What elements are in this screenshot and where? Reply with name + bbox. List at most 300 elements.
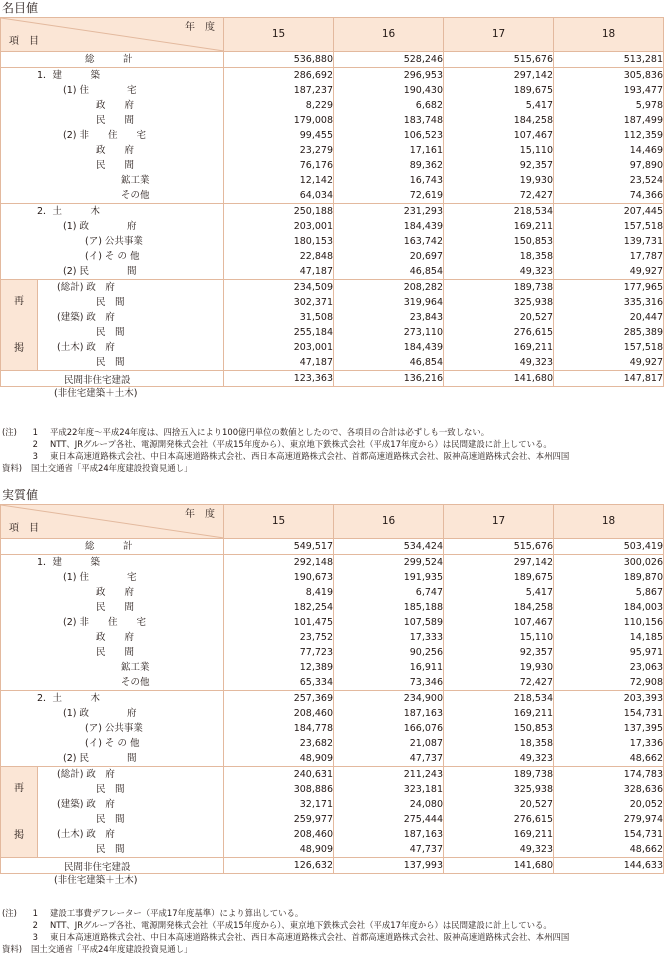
value-cell: 203,001 bbox=[224, 219, 334, 234]
value-cell: 166,076 bbox=[334, 721, 444, 736]
table-row bbox=[1, 264, 664, 280]
table-row bbox=[1, 782, 664, 797]
table-row bbox=[1, 295, 664, 310]
value-cell: 503,419 bbox=[554, 539, 664, 555]
value-cell: 47,737 bbox=[334, 751, 444, 767]
row-label bbox=[38, 280, 224, 296]
value-cell: 20,697 bbox=[334, 249, 444, 264]
source-prefix: 資料) bbox=[2, 944, 23, 954]
table-row bbox=[1, 325, 664, 340]
value-cell: 299,524 bbox=[334, 555, 444, 571]
value-cell: 17,787 bbox=[554, 249, 664, 264]
value-cell: 211,243 bbox=[334, 767, 444, 783]
value-cell: 203,001 bbox=[224, 340, 334, 355]
row-label bbox=[1, 234, 224, 249]
value-cell: 203,393 bbox=[554, 691, 664, 707]
note-number: 2 bbox=[32, 920, 38, 930]
value-cell: 14,469 bbox=[554, 143, 664, 158]
value-cell: 137,395 bbox=[554, 721, 664, 736]
row-label-text: (建築) 政 府 bbox=[57, 799, 115, 810]
row-label-text: 民 間 bbox=[96, 115, 135, 126]
value-cell: 257,369 bbox=[224, 691, 334, 707]
value-cell: 184,778 bbox=[224, 721, 334, 736]
note-line bbox=[2, 931, 664, 943]
value-cell: 18,358 bbox=[444, 736, 554, 751]
value-cell: 189,870 bbox=[554, 570, 664, 585]
row-label bbox=[1, 691, 224, 707]
table-row bbox=[1, 539, 664, 555]
year-header: 16 bbox=[334, 18, 444, 52]
value-cell: 189,738 bbox=[444, 280, 554, 296]
value-cell: 305,836 bbox=[554, 68, 664, 84]
row-label-text: 民 間 bbox=[96, 297, 125, 308]
value-cell: 325,938 bbox=[444, 782, 554, 797]
row-label-text: 民間非住宅建設 bbox=[64, 375, 131, 386]
value-cell: 21,087 bbox=[334, 736, 444, 751]
value-cell: 32,171 bbox=[224, 797, 334, 812]
value-cell: 49,927 bbox=[554, 355, 664, 371]
value-cell: 323,181 bbox=[334, 782, 444, 797]
row-label-text: (1) 政 府 bbox=[63, 708, 137, 719]
value-cell: 17,333 bbox=[334, 630, 444, 645]
value-cell: 187,163 bbox=[334, 706, 444, 721]
value-cell: 515,676 bbox=[444, 539, 554, 555]
value-cell: 273,110 bbox=[334, 325, 444, 340]
note-line bbox=[2, 919, 664, 931]
note-text: 平成22年度～平成24年度は、四捨五入により100億円単位の数値としたので、各項目の合計は必ずしも一致しない。 bbox=[50, 427, 490, 437]
nominal-table bbox=[0, 17, 664, 399]
value-cell: 31,508 bbox=[224, 310, 334, 325]
value-cell: 150,853 bbox=[444, 234, 554, 249]
row-label bbox=[38, 797, 224, 812]
row-label-text-sub: (非住宅建築＋土木) bbox=[54, 875, 138, 886]
value-cell: 193,477 bbox=[554, 83, 664, 98]
value-cell: 137,993 bbox=[334, 858, 444, 874]
row-label-text: (1) 住 宅 bbox=[63, 85, 137, 96]
row-label bbox=[1, 539, 224, 555]
row-label bbox=[1, 52, 224, 68]
row-label-text: (建築) 政 府 bbox=[57, 312, 115, 323]
row-label-text: (土木) 政 府 bbox=[57, 342, 115, 353]
row-label bbox=[1, 158, 224, 173]
row-label-text: その他 bbox=[121, 677, 150, 688]
value-cell: 23,524 bbox=[554, 173, 664, 188]
value-cell: 107,467 bbox=[444, 128, 554, 143]
row-label bbox=[1, 736, 224, 751]
value-cell: 17,161 bbox=[334, 143, 444, 158]
value-cell: 126,632 bbox=[224, 858, 334, 874]
header-corner bbox=[1, 505, 224, 539]
row-label bbox=[1, 98, 224, 113]
table-row bbox=[1, 600, 664, 615]
value-cell: 286,692 bbox=[224, 68, 334, 84]
nominal-notes bbox=[2, 426, 664, 474]
row-label bbox=[38, 310, 224, 325]
value-cell: 76,176 bbox=[224, 158, 334, 173]
saikei-label bbox=[1, 280, 38, 371]
value-cell: 169,211 bbox=[444, 340, 554, 355]
row-label-text: (1) 政 府 bbox=[63, 221, 137, 232]
value-cell: 300,026 bbox=[554, 555, 664, 571]
source-prefix: 資料) bbox=[2, 463, 23, 473]
row-label bbox=[38, 325, 224, 340]
row-label-text: 民 間 bbox=[96, 327, 125, 338]
value-cell: 16,911 bbox=[334, 660, 444, 675]
value-cell: 49,927 bbox=[554, 264, 664, 280]
row-label-text: 1．建 築 bbox=[37, 557, 101, 568]
value-cell: 169,211 bbox=[444, 706, 554, 721]
value-cell: 136,216 bbox=[334, 371, 444, 387]
row-label bbox=[38, 295, 224, 310]
row-label-text: 2．土 木 bbox=[37, 693, 101, 704]
row-label bbox=[1, 188, 224, 204]
row-label bbox=[1, 721, 224, 736]
value-cell: 20,527 bbox=[444, 310, 554, 325]
value-cell: 49,323 bbox=[444, 842, 554, 858]
row-label-text: (イ) そ の 他 bbox=[85, 251, 140, 262]
value-cell: 112,359 bbox=[554, 128, 664, 143]
note-text: 東日本高速道路株式会社、中日本高速道路株式会社、西日本高速道路株式会社、首都高速道路株式会社、阪神高速道路株式会社、本州四国 bbox=[50, 932, 570, 942]
value-cell: 184,439 bbox=[334, 219, 444, 234]
table-row bbox=[1, 842, 664, 858]
value-cell: 12,142 bbox=[224, 173, 334, 188]
value-cell: 107,589 bbox=[334, 615, 444, 630]
value-cell: 297,142 bbox=[444, 555, 554, 571]
note-text: NTT、JRグループ各社、電源開発株式会社（平成15年度から）、東京地下鉄株式会社（平成17年度から）は民間建設に計上している。 bbox=[50, 439, 552, 449]
value-cell: 23,752 bbox=[224, 630, 334, 645]
row-label-text: 民 間 bbox=[96, 647, 135, 658]
value-cell: 259,977 bbox=[224, 812, 334, 827]
value-cell: 15,110 bbox=[444, 143, 554, 158]
row-label-text: 総 計 bbox=[85, 54, 133, 65]
value-cell: 297,142 bbox=[444, 68, 554, 84]
value-cell: 208,282 bbox=[334, 280, 444, 296]
value-cell: 234,509 bbox=[224, 280, 334, 296]
value-cell: 157,518 bbox=[554, 219, 664, 234]
table-row bbox=[1, 249, 664, 264]
value-cell: 49,323 bbox=[444, 751, 554, 767]
value-cell: 169,211 bbox=[444, 219, 554, 234]
source-line bbox=[2, 943, 664, 955]
value-cell: 180,153 bbox=[224, 234, 334, 249]
row-label-text: (イ) そ の 他 bbox=[85, 738, 140, 749]
value-cell: 183,748 bbox=[334, 113, 444, 128]
table-row bbox=[1, 585, 664, 600]
value-cell: 90,256 bbox=[334, 645, 444, 660]
value-cell: 141,680 bbox=[444, 371, 554, 387]
row-label-text: 民 間 bbox=[96, 160, 135, 171]
value-cell: 46,854 bbox=[334, 264, 444, 280]
row-label-text: 政 府 bbox=[96, 632, 135, 643]
value-cell: 6,682 bbox=[334, 98, 444, 113]
year-header: 15 bbox=[224, 18, 334, 52]
value-cell: 169,211 bbox=[444, 827, 554, 842]
value-cell: 157,518 bbox=[554, 340, 664, 355]
value-cell: 141,680 bbox=[444, 858, 554, 874]
value-cell: 48,662 bbox=[554, 842, 664, 858]
note-line bbox=[2, 907, 664, 919]
value-cell: 47,187 bbox=[224, 264, 334, 280]
header-row bbox=[1, 505, 664, 539]
row-label bbox=[1, 585, 224, 600]
value-cell: 110,156 bbox=[554, 615, 664, 630]
source-text: 国土交通省「平成24年度建設投資見通し」 bbox=[31, 463, 193, 473]
value-cell: 23,843 bbox=[334, 310, 444, 325]
row-label-text: (2) 非 住 宅 bbox=[63, 130, 146, 141]
value-cell: 97,890 bbox=[554, 158, 664, 173]
value-cell: 255,184 bbox=[224, 325, 334, 340]
value-cell: 18,358 bbox=[444, 249, 554, 264]
note-number: 3 bbox=[32, 932, 38, 942]
value-cell: 179,008 bbox=[224, 113, 334, 128]
row-label bbox=[1, 143, 224, 158]
value-cell: 101,475 bbox=[224, 615, 334, 630]
table-row bbox=[1, 555, 664, 571]
table-row bbox=[1, 68, 664, 84]
value-cell: 276,615 bbox=[444, 325, 554, 340]
row-label bbox=[38, 812, 224, 827]
value-cell: 47,187 bbox=[224, 355, 334, 371]
row-label-text: (総計) 政 府 bbox=[57, 282, 115, 293]
value-cell: 107,467 bbox=[444, 615, 554, 630]
value-cell: 49,323 bbox=[444, 264, 554, 280]
value-cell: 190,673 bbox=[224, 570, 334, 585]
saikei-label-bottom: 掲 bbox=[14, 830, 24, 841]
value-cell: 106,523 bbox=[334, 128, 444, 143]
table-row bbox=[1, 280, 664, 296]
table-row bbox=[1, 340, 664, 355]
value-cell: 184,439 bbox=[334, 340, 444, 355]
year-header: 18 bbox=[554, 18, 664, 52]
value-cell: 189,675 bbox=[444, 570, 554, 585]
value-cell: 64,034 bbox=[224, 188, 334, 204]
value-cell: 285,389 bbox=[554, 325, 664, 340]
row-label-text: 民 間 bbox=[96, 784, 125, 795]
row-label-text: 政 府 bbox=[96, 587, 135, 598]
row-label bbox=[1, 858, 224, 886]
value-cell: 5,417 bbox=[444, 585, 554, 600]
table-row bbox=[1, 234, 664, 249]
year-header: 16 bbox=[334, 505, 444, 539]
value-cell: 218,534 bbox=[444, 691, 554, 707]
table-row bbox=[1, 355, 664, 371]
value-cell: 515,676 bbox=[444, 52, 554, 68]
note-line bbox=[2, 426, 664, 438]
row-label-text: 民 間 bbox=[96, 357, 125, 368]
value-cell: 15,110 bbox=[444, 630, 554, 645]
note-prefix: (注) bbox=[2, 908, 17, 918]
value-cell: 218,534 bbox=[444, 204, 554, 220]
table-row bbox=[1, 128, 664, 143]
row-label bbox=[1, 264, 224, 280]
real-notes bbox=[2, 907, 664, 955]
value-cell: 208,460 bbox=[224, 827, 334, 842]
note-line bbox=[2, 450, 664, 462]
value-cell: 19,930 bbox=[444, 660, 554, 675]
row-label-text: (2) 民 間 bbox=[63, 266, 137, 277]
row-label bbox=[1, 751, 224, 767]
row-label-text: 民 間 bbox=[96, 844, 125, 855]
table-row bbox=[1, 173, 664, 188]
value-cell: 22,848 bbox=[224, 249, 334, 264]
row-label bbox=[1, 371, 224, 399]
row-label bbox=[38, 340, 224, 355]
row-label-text: 1．建 築 bbox=[37, 70, 101, 81]
value-cell: 319,964 bbox=[334, 295, 444, 310]
value-cell: 5,417 bbox=[444, 98, 554, 113]
item-header-label: 項 目 bbox=[9, 36, 39, 47]
value-cell: 49,323 bbox=[444, 355, 554, 371]
value-cell: 5,867 bbox=[554, 585, 664, 600]
value-cell: 231,293 bbox=[334, 204, 444, 220]
value-cell: 23,682 bbox=[224, 736, 334, 751]
value-cell: 48,909 bbox=[224, 751, 334, 767]
header-corner bbox=[1, 18, 224, 52]
table-row bbox=[1, 204, 664, 220]
table-row bbox=[1, 660, 664, 675]
row-label-text: (土木) 政 府 bbox=[57, 829, 115, 840]
table-row bbox=[1, 706, 664, 721]
row-label bbox=[1, 128, 224, 143]
row-label-text-sub: (非住宅建築＋土木) bbox=[54, 388, 138, 399]
value-cell: 549,517 bbox=[224, 539, 334, 555]
table-row bbox=[1, 113, 664, 128]
row-label-text: (2) 民 間 bbox=[63, 753, 137, 764]
value-cell: 335,316 bbox=[554, 295, 664, 310]
value-cell: 73,346 bbox=[334, 675, 444, 691]
year-header: 18 bbox=[554, 505, 664, 539]
table-row bbox=[1, 615, 664, 630]
year-header: 15 bbox=[224, 505, 334, 539]
value-cell: 302,371 bbox=[224, 295, 334, 310]
value-cell: 275,444 bbox=[334, 812, 444, 827]
table-row bbox=[1, 751, 664, 767]
value-cell: 72,619 bbox=[334, 188, 444, 204]
table-row bbox=[1, 158, 664, 173]
value-cell: 154,731 bbox=[554, 706, 664, 721]
value-cell: 139,731 bbox=[554, 234, 664, 249]
value-cell: 8,229 bbox=[224, 98, 334, 113]
row-label-text: 鉱工業 bbox=[121, 175, 150, 186]
row-label bbox=[38, 767, 224, 783]
row-label bbox=[1, 660, 224, 675]
value-cell: 279,974 bbox=[554, 812, 664, 827]
table-row bbox=[1, 188, 664, 204]
value-cell: 182,254 bbox=[224, 600, 334, 615]
real-table bbox=[0, 504, 664, 886]
value-cell: 185,188 bbox=[334, 600, 444, 615]
value-cell: 536,880 bbox=[224, 52, 334, 68]
note-number: 1 bbox=[32, 427, 38, 437]
row-label-text: 鉱工業 bbox=[121, 662, 150, 673]
value-cell: 23,063 bbox=[554, 660, 664, 675]
value-cell: 48,909 bbox=[224, 842, 334, 858]
table-row bbox=[1, 858, 664, 874]
value-cell: 47,737 bbox=[334, 842, 444, 858]
row-label-text: 民 間 bbox=[96, 602, 135, 613]
value-cell: 240,631 bbox=[224, 767, 334, 783]
note-text: 建設工事費デフレーター（平成17年度基準）により算出している。 bbox=[50, 908, 304, 918]
value-cell: 74,366 bbox=[554, 188, 664, 204]
value-cell: 150,853 bbox=[444, 721, 554, 736]
row-label-text: (1) 住 宅 bbox=[63, 572, 137, 583]
value-cell: 17,336 bbox=[554, 736, 664, 751]
value-cell: 95,971 bbox=[554, 645, 664, 660]
value-cell: 292,148 bbox=[224, 555, 334, 571]
row-label bbox=[1, 600, 224, 615]
row-label bbox=[1, 68, 224, 84]
row-label bbox=[1, 113, 224, 128]
value-cell: 24,080 bbox=[334, 797, 444, 812]
value-cell: 92,357 bbox=[444, 645, 554, 660]
value-cell: 187,499 bbox=[554, 113, 664, 128]
value-cell: 77,723 bbox=[224, 645, 334, 660]
table-row bbox=[1, 219, 664, 234]
value-cell: 534,424 bbox=[334, 539, 444, 555]
table-row bbox=[1, 691, 664, 707]
value-cell: 99,455 bbox=[224, 128, 334, 143]
value-cell: 154,731 bbox=[554, 827, 664, 842]
row-label-text: 民間非住宅建設 bbox=[64, 862, 131, 873]
header-row bbox=[1, 18, 664, 52]
value-cell: 187,163 bbox=[334, 827, 444, 842]
value-cell: 8,419 bbox=[224, 585, 334, 600]
value-cell: 72,427 bbox=[444, 188, 554, 204]
row-label bbox=[1, 615, 224, 630]
row-label bbox=[38, 782, 224, 797]
note-prefix: (注) bbox=[2, 427, 17, 437]
year-header: 17 bbox=[444, 505, 554, 539]
note-line bbox=[2, 438, 664, 450]
row-label-text: (ア) 公共事業 bbox=[85, 236, 143, 247]
row-label bbox=[1, 630, 224, 645]
saikei-label-top: 再 bbox=[14, 296, 24, 307]
row-label-text: 政 府 bbox=[96, 100, 135, 111]
value-cell: 308,886 bbox=[224, 782, 334, 797]
value-cell: 174,783 bbox=[554, 767, 664, 783]
value-cell: 328,636 bbox=[554, 782, 664, 797]
value-cell: 72,908 bbox=[554, 675, 664, 691]
value-cell: 16,743 bbox=[334, 173, 444, 188]
row-label bbox=[1, 249, 224, 264]
row-label-text: その他 bbox=[121, 190, 150, 201]
value-cell: 92,357 bbox=[444, 158, 554, 173]
row-label bbox=[38, 827, 224, 842]
table-row bbox=[1, 827, 664, 842]
row-label-text: 民 間 bbox=[96, 814, 125, 825]
year-header-label: 年 度 bbox=[185, 22, 215, 33]
row-label bbox=[1, 173, 224, 188]
value-cell: 5,978 bbox=[554, 98, 664, 113]
value-cell: 276,615 bbox=[444, 812, 554, 827]
nominal-title: 名目値 bbox=[2, 1, 39, 15]
value-cell: 163,742 bbox=[334, 234, 444, 249]
source-text: 国土交通省「平成24年度建設投資見通し」 bbox=[31, 944, 193, 954]
row-label-text: (2) 非 住 宅 bbox=[63, 617, 146, 628]
row-label bbox=[38, 355, 224, 371]
value-cell: 23,279 bbox=[224, 143, 334, 158]
value-cell: 207,445 bbox=[554, 204, 664, 220]
row-label-text: 政 府 bbox=[96, 145, 135, 156]
row-label bbox=[1, 555, 224, 571]
row-label bbox=[1, 204, 224, 220]
row-label bbox=[1, 83, 224, 98]
row-label bbox=[1, 219, 224, 234]
table-row bbox=[1, 645, 664, 660]
value-cell: 89,362 bbox=[334, 158, 444, 173]
row-label bbox=[1, 675, 224, 691]
value-cell: 6,747 bbox=[334, 585, 444, 600]
